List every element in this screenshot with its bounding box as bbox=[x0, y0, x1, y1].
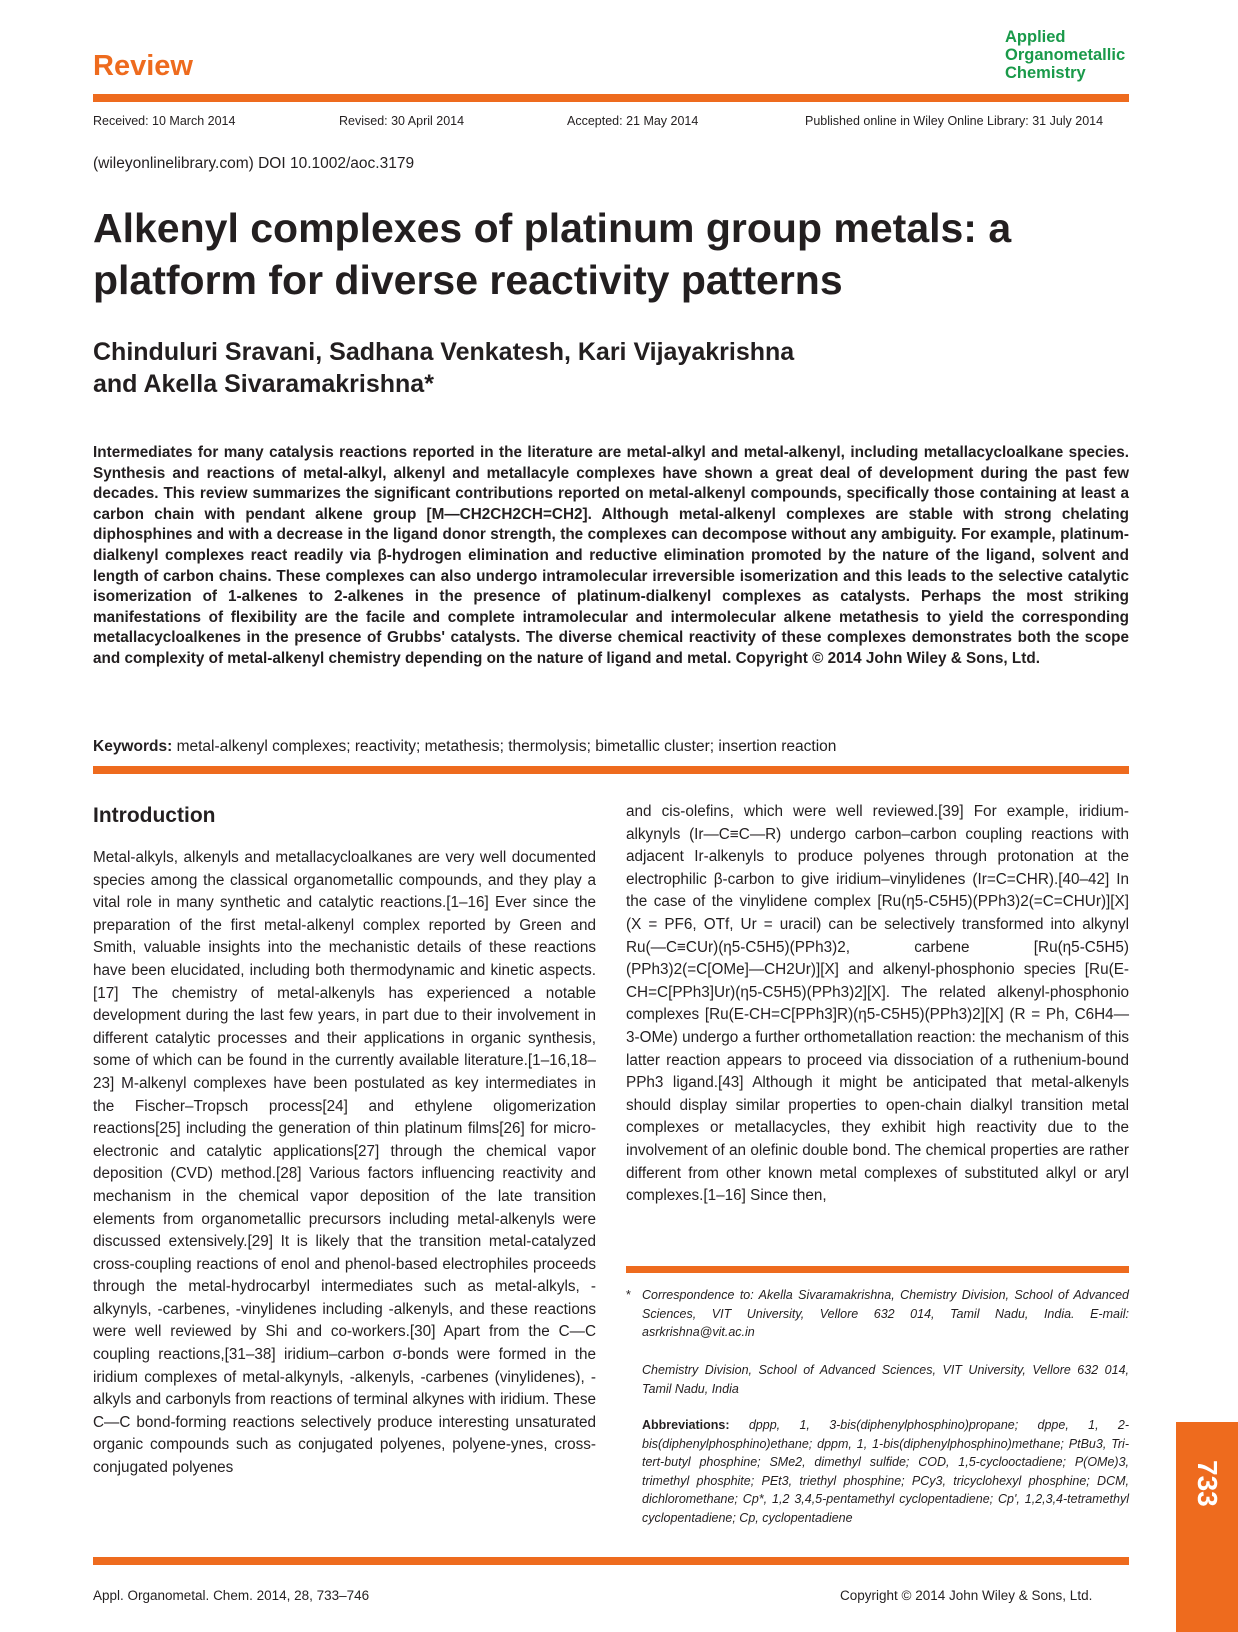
header-rule bbox=[93, 94, 1129, 102]
footnote-star: * bbox=[626, 1288, 631, 1302]
notes-rule bbox=[626, 1266, 1129, 1273]
revised-date: Revised: 30 April 2014 bbox=[339, 114, 465, 128]
introduction-heading: Introduction bbox=[93, 804, 216, 827]
published-date: Published online in Wiley Online Library: 31 July 2014 bbox=[805, 114, 1104, 128]
journal-logo bbox=[1005, 28, 1125, 82]
page-number: 733 bbox=[1192, 1460, 1223, 1507]
right-column-text: and cis-olefins, which were well reviewed.[39] For example, iridium-alkynyls (Ir—C≡C—R) undergo carbon–carbon coupling reactions with adjacent Ir-alkenyls to produce polyenes through protonation at the electrophilic β-carbon to give iridium–vinylidenes (Ir=C=CHR).[40–42] In the case of the vinylidene complex [Ru(η5-C5H5)(PPh3)2(=C=CHUr)][X] (X = PF6, OTf, Ur = uracil) can be selectively transformed into alkynyl Ru(—C≡CUr)(η5-C5H5)(PPh3)2, carbene [Ru(η5-C5H5)(PPh3)2(=C[OMe]—CH2Ur)][X] and alkenyl-phosphonio species [Ru(E-CH=C[PPh3]Ur)(η5-C5H5)(PPh3)2][X]. The related alkenyl-phosphonio complexes [Ru(E-CH=C[PPh3]R)(η5-C5H5)(PPh3)2][X] (R = Ph, C6H4—3-OMe) undergo a further orthometallation reaction: the mechanism of this latter reaction appears to proceed via dissociation of a ruthenium-bound PPh3 ligand.[43] Although it might be anticipated that metal-alkenyls should display similar properties to open-chain dialkyl transition metal complexes or metallacycles, they exhibit high reactivity due to the involvement of an olefinic double bond. The chemical properties are rather different from other known metal complexes of substituted alkyl or aryl complexes.[1–16] Since then, bbox=[626, 803, 1129, 1205]
authors bbox=[93, 336, 993, 400]
keywords-label: Keywords: bbox=[93, 738, 173, 755]
accepted-date: Accepted: 21 May 2014 bbox=[567, 114, 699, 128]
footer-citation: Appl. Organometal. Chem. 2014, 28, 733–746 bbox=[93, 1588, 370, 1603]
correspondence-note bbox=[626, 1286, 1129, 1342]
journal-logo-line-2: Organometallic bbox=[1005, 46, 1126, 64]
authors-line-2: and Akella Sivaramakrishna* bbox=[93, 370, 434, 398]
abbreviations-label: Abbreviations: bbox=[642, 1418, 730, 1432]
page-number-tab bbox=[1176, 1422, 1238, 1632]
doi[interactable]: (wileyonlinelibrary.com) DOI 10.1002/aoc.3179 bbox=[93, 155, 415, 172]
keywords-rule bbox=[93, 766, 1129, 774]
journal-logo-line-3: Chemistry bbox=[1005, 64, 1086, 82]
article-title: Alkenyl complexes of platinum group metals: a platform for diverse reactivity patterns bbox=[93, 205, 1012, 303]
journal-logo-line-1: Applied bbox=[1005, 28, 1066, 46]
keywords bbox=[93, 738, 836, 756]
abstract: Intermediates for many catalysis reactions reported in the literature are metal-alkyl and metal-alkenyl, including metallacycloalkane species. Synthesis and reactions of metal-alkyl, alkenyl and metallacyle complexes have shown a great deal of development during the past few decades. This review summarizes the significant contributions reported on metal-alkenyl compounds, specifically those containing at least a carbon chain with pendant alkene group [M—CH2CH2CH=CH2]. Although metal-alkenyl complexes are stable with strong chelating diphosphines and with a decrease in the ligand donor strength, the complexes can decompose without any ambiguity. For example, platinum-dialkenyl complexes react readily via β-hydrogen elimination and reductive elimination promoted by the nature of the ligand, solvent and length of carbon chains. These complexes can also undergo intramolecular irreversible isomerization and this leads to the selective catalytic isomerization of 1-alkenes to 2-alkenes in the presence of platinum-dialkenyl complexes as catalysts. Perhaps the most striking manifestations of flexibility are the facile and complete intramolecular and intermolecular alkene metathesis to yield the corresponding metallacycloalkenes in the presence of Grubbs' catalysts. The diverse chemical reactivity of these complexes demonstrates both the scope and complexity of metal-alkenyl chemistry depending on the nature of ligand and metal. Copyright © 2014 John Wiley & Sons, Ltd. bbox=[93, 444, 1129, 667]
abbreviations-text: dppp, 1, 3-bis(diphenylphosphino)propane; dppe, 1, 2-bis(diphenylphosphino)ethane; dppm, 1, 1-bis(diphenylphosphino)methane; PtBu3, Tri-tert-butyl phosphine; SMe2, dimethyl sulfide; COD, 1,5-cyclooctadiene; P(OMe)3, trimethyl phosphite; PEt3, triethyl phosphine; PCy3, tricyclohexyl phosphine; DCM, dichloromethane; Cp*, 1,2 3,4,5-pentamethyl cyclopentadiene; Cp', 1,2,3,4-tetramethyl cyclopentadiene; Cp, cyclopentadiene bbox=[642, 1418, 1129, 1525]
abbreviations-note bbox=[642, 1416, 1129, 1527]
correspondence-text: Correspondence to: Akella Sivaramakrishna, Chemistry Division, School of Advanced Sciences, VIT University, Vellore 632 014, Tamil Nadu, India. E-mail: asrkrishna@vit.ac.in bbox=[642, 1288, 1129, 1339]
footer-copyright: Copyright © 2014 John Wiley & Sons, Ltd. bbox=[840, 1588, 1093, 1603]
affiliation-note: Chemistry Division, School of Advanced Sciences, VIT University, Vellore 632 014, Tamil Nadu, India bbox=[642, 1363, 1129, 1396]
left-column-text: Metal-alkyls, alkenyls and metallacycloalkanes are very well documented species among the classical organometallic compounds, and they play a vital role in many synthetic and catalytic reactions.[1–16] Ever since the preparation of the first metal-alkenyl complex reported by Green and Smith, valuable insights into the mechanistic details of these reactions have been elucidated, including both thermodynamic and kinetic aspects.[17] The chemistry of metal-alkenyls has experienced a notable development during the last few years, in part due to their involvement in different catalytic processes and their applications in organic synthesis, some of which can be found in the currently available literature.[1–16,18–23] M-alkenyl complexes have been postulated as key intermediates in the Fischer–Tropsch process[24] and ethylene oligomerization reactions[25] including the generation of thin platinum films[26] for micro-electronic and catalytic applications[27] through the chemical vapor deposition (CVD) method.[28] Various factors influencing reactivity and mechanism in the chemical vapor deposition of the late transition elements from organometallic precursors including metal-alkenyls were discussed extensively.[29] It is likely that the transition metal-catalyzed cross-coupling reactions of enol and phenol-based electrophiles proceeds through the metal-hydrocarbyl intermediates such as metal-alkyls, -alkynyls, -carbenes, -vinylidenes including -alkenyls, and these reactions were well reviewed by Shi and co-workers.[30] Apart from the C—C coupling reactions,[31–38] iridium–carbon σ-bonds were formed in the iridium complexes of metal-alkynyls, -alkenyls, -carbenes (vinylidenes), -alkyls and carbonyls from reactions of terminal alkynes with iridium. These C—C bond-forming reactions selectively produce interesting unsaturated organic compounds such as conjugated polyenes, polyene-ynes, cross-conjugated polyenes bbox=[93, 849, 596, 1477]
received-date: Received: 10 March 2014 bbox=[93, 114, 236, 128]
section-label: Review bbox=[93, 50, 193, 82]
authors-line-1: Chinduluri Sravani, Sadhana Venkatesh, Kari Vijayakrishna bbox=[93, 338, 795, 366]
keywords-list: metal-alkenyl complexes; reactivity; metathesis; thermolysis; bimetallic cluster; insertion reaction bbox=[176, 738, 837, 755]
footer-rule bbox=[93, 1557, 1129, 1565]
